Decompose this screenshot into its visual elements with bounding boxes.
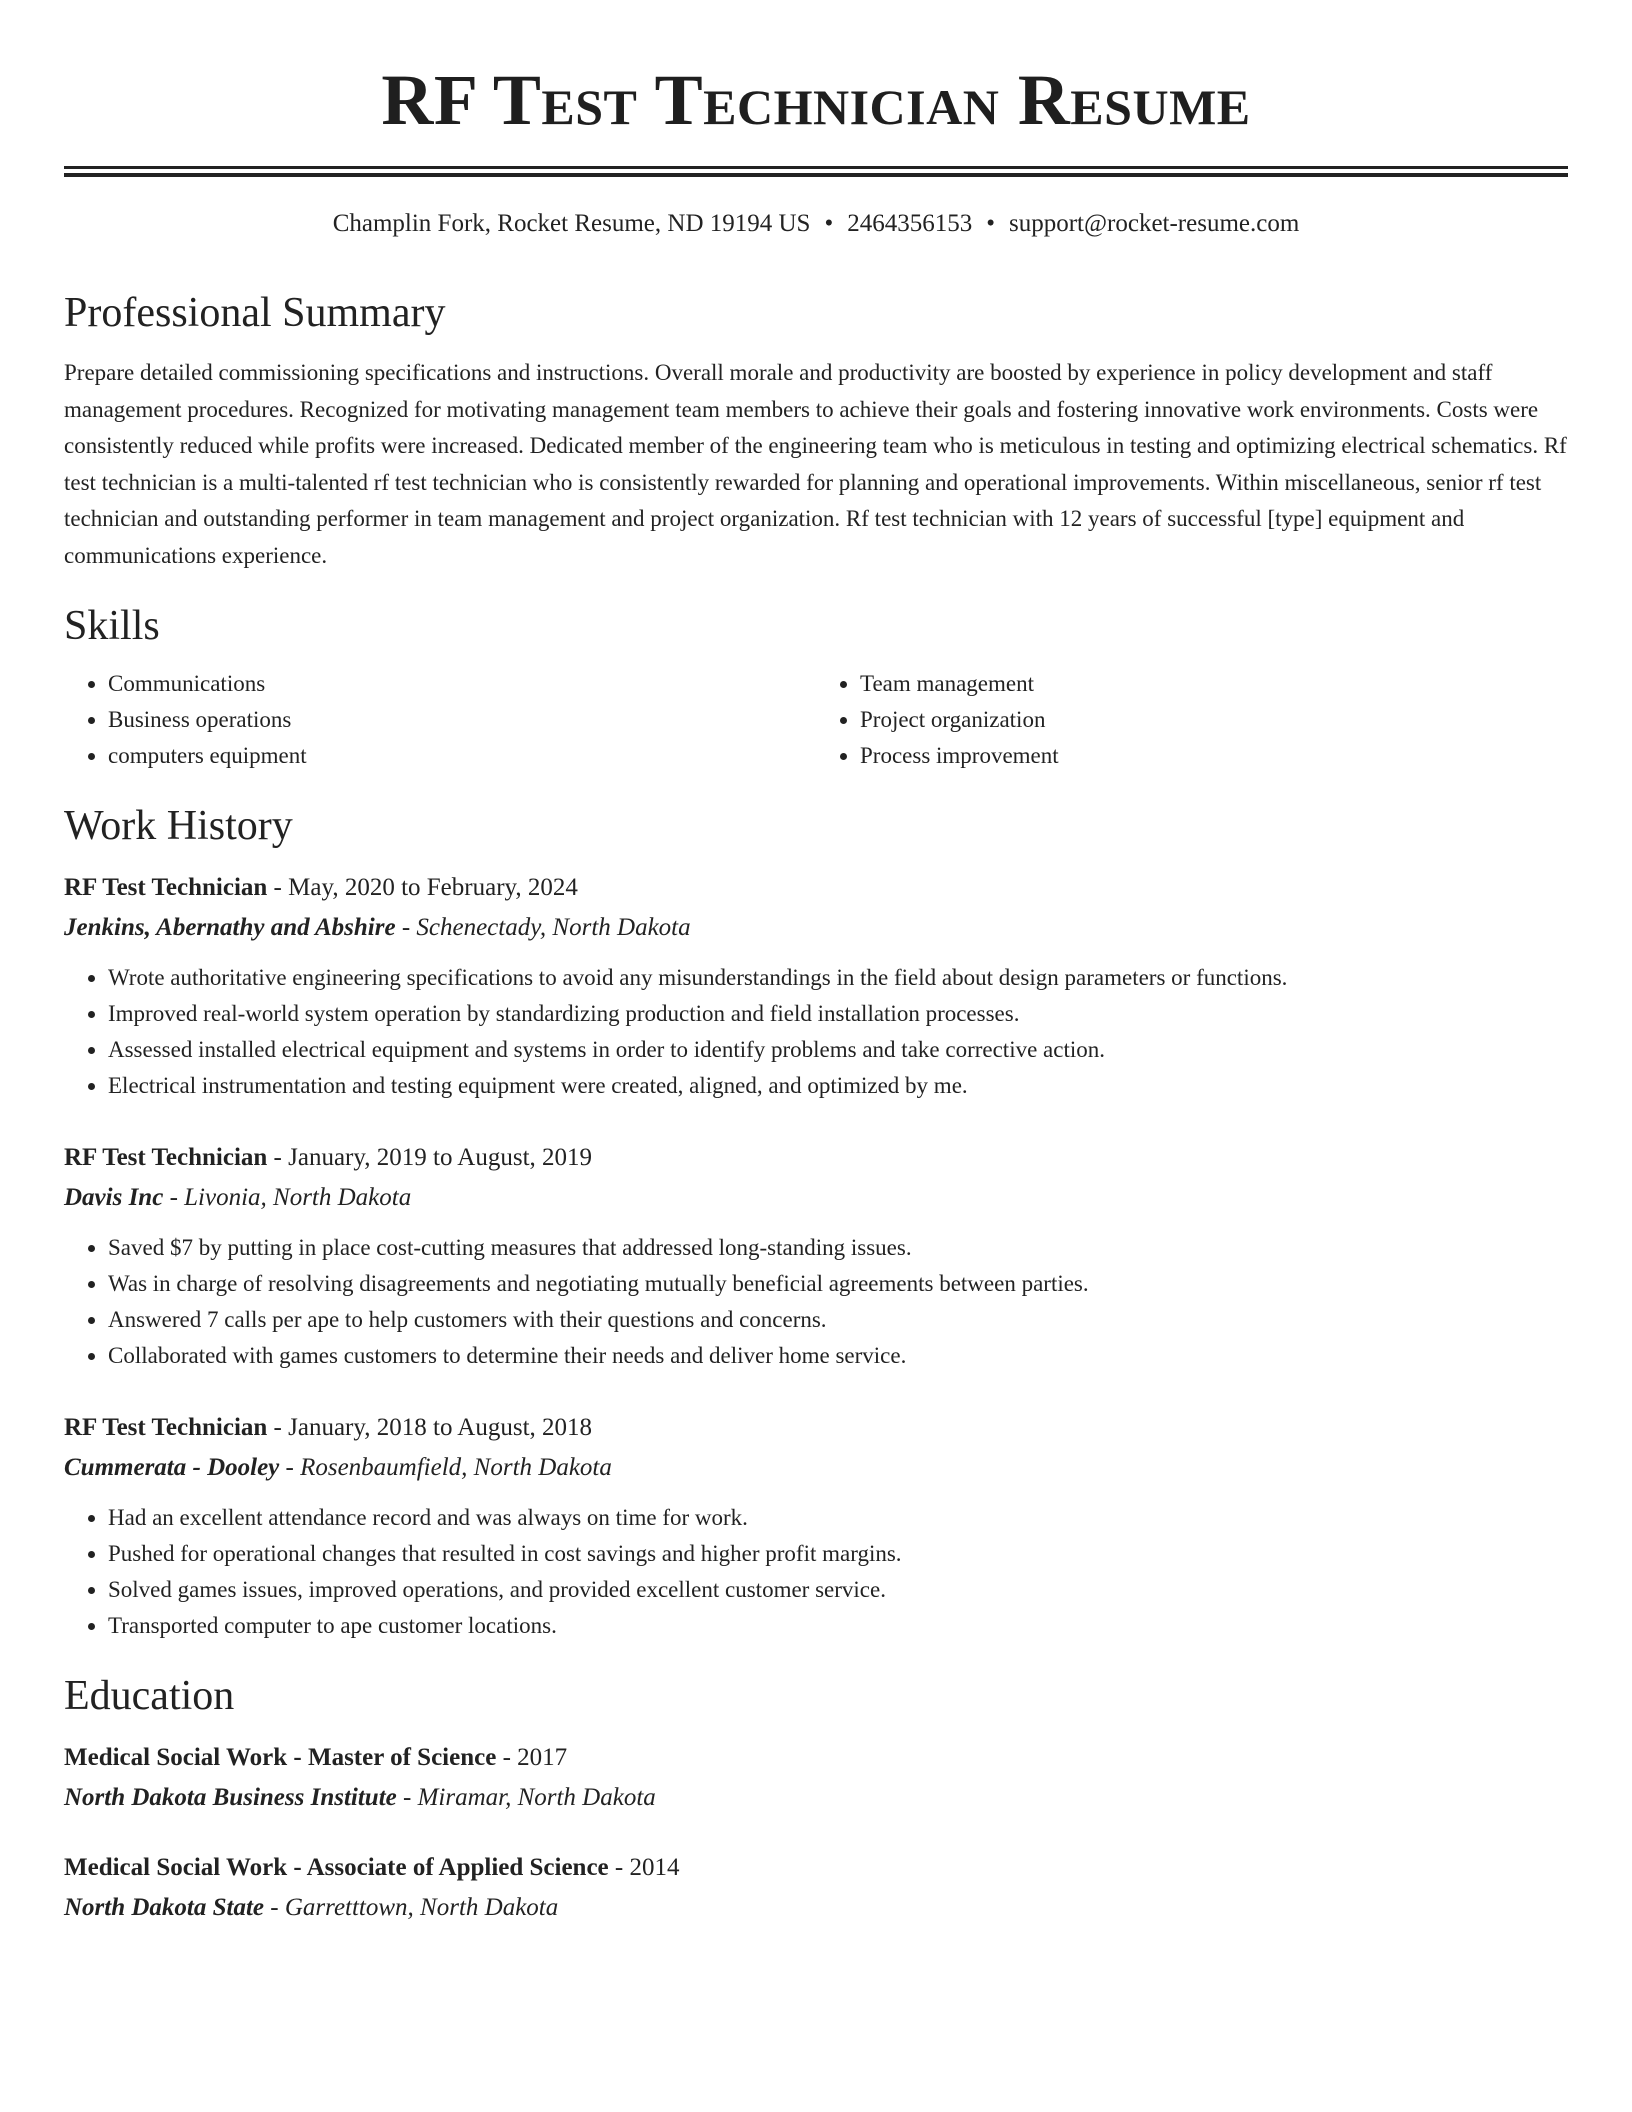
- job-location: - Livonia, North Dakota: [163, 1184, 412, 1211]
- job-title-line: [64, 1138, 1568, 1178]
- contact-separator: •: [986, 210, 995, 237]
- job-bullet: • Collaborated with games customers to determine their needs and deliver home service.: [108, 1338, 1568, 1374]
- job-bullet: • Saved $7 by putting in place cost-cutting measures that addressed long-standing issues.: [108, 1230, 1568, 1266]
- job-bullet: • Assessed installed electrical equipment and systems in order to identify problems and take corrective action.: [108, 1032, 1568, 1068]
- job-company-line: [64, 908, 1568, 948]
- degree-line: [64, 1738, 1568, 1778]
- job-company: Jenkins, Abernathy and Abshire: [64, 914, 396, 941]
- resume-title: RF Test Technician Resume: [381, 60, 1251, 140]
- summary-text: Prepare detailed commissioning specifications and instructions. Overall morale and productivity are boosted by experience in policy development and staff management procedures. Recognized for motivating management team members to achieve their goals and fostering innovative work environments. Costs were consistently reduced while profits were increased. Dedicated member of the engineering team who is meticulous in testing and optimizing electrical schematics. Rf test technician is a multi-talented rf test technician who is consistently rewarded for planning and operational improvements. Within miscellaneous, senior rf test technician and outstanding performer in team management and project organization. Rf test technician with 12 years of successful [type] equipment and communications experience.: [64, 360, 1567, 568]
- contact-line: [64, 207, 1568, 241]
- job-entry: [64, 1408, 1568, 1644]
- contact-email: support@rocket-resume.com: [1009, 210, 1300, 237]
- contact-phone: 2464356153: [847, 210, 973, 237]
- job-bullets: [64, 960, 1568, 1104]
- summary-section: [64, 287, 1568, 574]
- job-location: - Rosenbaumfield, North Dakota: [279, 1454, 612, 1481]
- education-entry: [64, 1738, 1568, 1818]
- job-bullet: • Electrical instrumentation and testing equipment were created, aligned, and optimized by me.: [108, 1068, 1568, 1104]
- contact-address: Champlin Fork, Rocket Resume, ND 19194 US: [332, 210, 811, 237]
- job-bullet: • Answered 7 calls per ape to help customers with their questions and concerns.: [108, 1302, 1568, 1338]
- job-bullet: • Solved games issues, improved operations, and provided excellent customer service.: [108, 1572, 1568, 1608]
- job-entry: [64, 868, 1568, 1104]
- job-dates: - May, 2020 to February, 2024: [267, 874, 578, 901]
- job-title: RF Test Technician: [64, 1414, 268, 1441]
- job-bullet: • Wrote authoritative engineering specifications to avoid any misunderstandings in the field about design parameters or functions.: [108, 960, 1568, 996]
- school-name: North Dakota State: [64, 1894, 265, 1921]
- skill-item: • Process improvement: [860, 738, 1568, 774]
- job-bullets: [64, 1500, 1568, 1644]
- job-bullet: • Pushed for operational changes that resulted in cost savings and higher profit margins.: [108, 1536, 1568, 1572]
- work-history-section: [64, 800, 1568, 1644]
- contact-separator: •: [824, 210, 834, 237]
- job-company: Cummerata - Dooley: [64, 1454, 280, 1481]
- job-title: RF Test Technician: [64, 1144, 268, 1171]
- skills-list-left: [64, 666, 816, 774]
- degree-line: [64, 1848, 1568, 1888]
- work-history-heading: Work History: [64, 803, 293, 849]
- job-company-line: [64, 1448, 1568, 1488]
- skills-columns: [64, 666, 1568, 774]
- title-divider: [64, 166, 1568, 177]
- job-title: RF Test Technician: [64, 874, 268, 901]
- school-line: [64, 1888, 1568, 1928]
- job-dates: - January, 2018 to August, 2018: [267, 1414, 593, 1441]
- degree-name: Medical Social Work - Associate of Applied Science: [64, 1854, 609, 1881]
- job-entry: [64, 1138, 1568, 1374]
- skills-list-right: [816, 666, 1568, 774]
- school-location: - Garretttown, North Dakota: [264, 1894, 559, 1921]
- job-bullet: • Was in charge of resolving disagreements and negotiating mutually beneficial agreements between parties.: [108, 1266, 1568, 1302]
- education-entry: [64, 1848, 1568, 1928]
- skill-item: • computers equipment: [108, 738, 816, 774]
- summary-heading: Professional Summary: [64, 290, 446, 336]
- education-section: [64, 1670, 1568, 1928]
- job-bullet: • Transported computer to ape customer locations.: [108, 1608, 1568, 1644]
- job-dates: - January, 2019 to August, 2019: [267, 1144, 593, 1171]
- job-bullet: • Improved real-world system operation by standardizing production and field installation processes.: [108, 996, 1568, 1032]
- skill-item: • Team management: [860, 666, 1568, 702]
- skills-heading: Skills: [64, 603, 160, 649]
- school-location: - Miramar, North Dakota: [396, 1784, 656, 1811]
- education-heading: Education: [64, 1673, 235, 1719]
- school-line: [64, 1778, 1568, 1818]
- job-location: - Schenectady, North Dakota: [395, 914, 691, 941]
- job-company: Davis Inc: [64, 1184, 164, 1211]
- job-title-line: [64, 1408, 1568, 1448]
- skill-item: • Business operations: [108, 702, 816, 738]
- job-title-line: [64, 868, 1568, 908]
- degree-year: - 2017: [496, 1744, 568, 1771]
- job-company-line: [64, 1178, 1568, 1218]
- skill-item: • Communications: [108, 666, 816, 702]
- degree-name: Medical Social Work - Master of Science: [64, 1744, 497, 1771]
- job-bullets: [64, 1230, 1568, 1374]
- job-bullet: • Had an excellent attendance record and was always on time for work.: [108, 1500, 1568, 1536]
- degree-year: - 2014: [608, 1854, 680, 1881]
- skill-item: • Project organization: [860, 702, 1568, 738]
- school-name: North Dakota Business Institute: [64, 1784, 397, 1811]
- skills-section: [64, 600, 1568, 774]
